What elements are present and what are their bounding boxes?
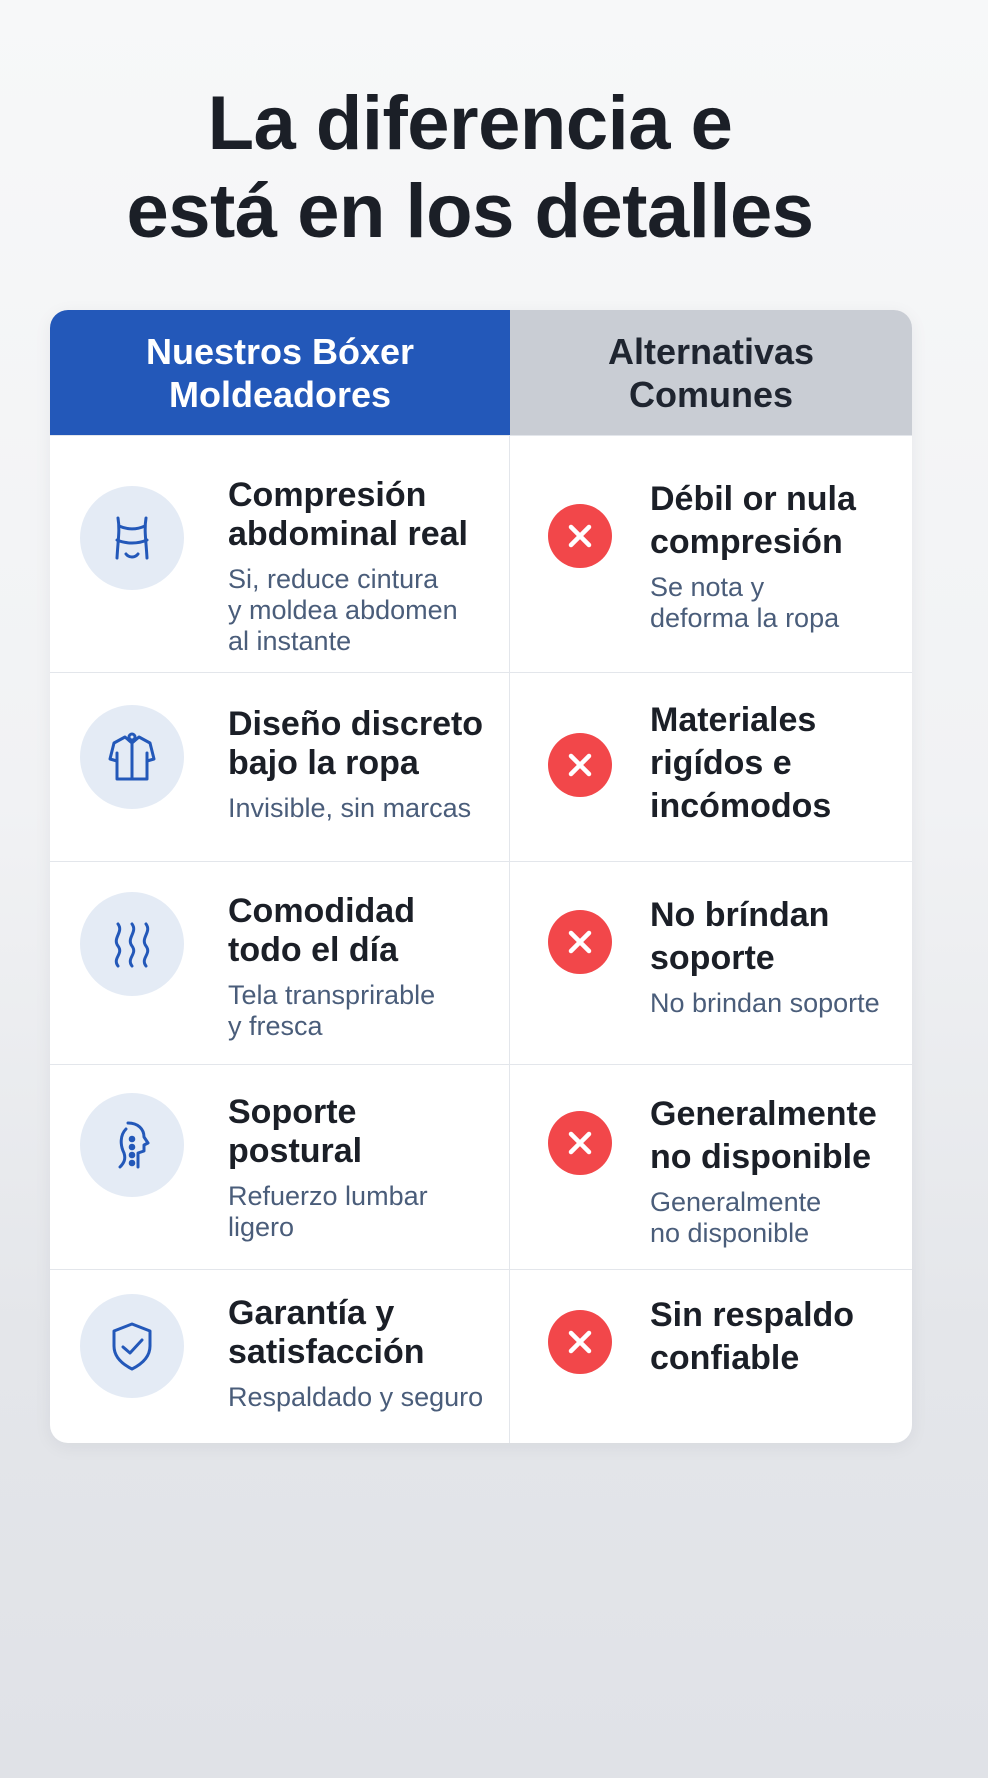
alternative-description: no disponible xyxy=(650,1218,810,1248)
alternative-cell xyxy=(510,436,912,672)
shirt-icon xyxy=(80,705,184,809)
table-row xyxy=(50,861,912,1064)
feature-description: Respaldado y seguro xyxy=(228,1382,484,1412)
breathable-waves-icon xyxy=(80,892,184,996)
feature-title: Compresión xyxy=(228,476,427,514)
alternative-title: Sin respaldo xyxy=(650,1296,855,1334)
x-mark-icon xyxy=(548,1111,612,1175)
posture-spine-icon xyxy=(80,1093,184,1197)
feature-title: bajo la ropa xyxy=(228,744,419,782)
header-alternatives-line-2: Comunes xyxy=(628,373,794,415)
alternative-title: rigídos e xyxy=(650,744,792,782)
alternative-cell xyxy=(510,1270,912,1443)
feature-description: Si, reduce cintura xyxy=(228,564,439,594)
alternative-title: incómodos xyxy=(650,787,832,825)
our-feature-cell xyxy=(50,673,510,861)
feature-title: Comodidad xyxy=(228,892,415,930)
our-feature-cell xyxy=(50,862,510,1064)
header-alternatives-line-1: Alternativas xyxy=(607,330,815,372)
alternative-title: confiable xyxy=(650,1339,800,1377)
table-row xyxy=(50,672,912,861)
feature-description: ligero xyxy=(228,1212,295,1242)
alternative-cell xyxy=(510,862,912,1064)
header-our-product-line-2: Moldeadores xyxy=(168,373,392,415)
header-our-product-line-1: Nuestros Bóxer xyxy=(145,330,415,372)
feature-title: Soporte xyxy=(228,1093,357,1131)
page-title-line-1: La diferencia e xyxy=(207,81,733,166)
x-mark-icon xyxy=(548,733,612,797)
table-row xyxy=(50,1269,912,1443)
alternative-description: No brindan soporte xyxy=(650,988,880,1018)
feature-description: Refuerzo lumbar xyxy=(228,1181,428,1211)
alternative-description: deforma la ropa xyxy=(650,603,840,633)
our-feature-cell xyxy=(50,1270,510,1443)
table-row xyxy=(50,435,912,672)
feature-title: Garantía y xyxy=(228,1294,395,1332)
page-title xyxy=(0,80,940,256)
alternative-title: No bríndan xyxy=(650,896,830,934)
our-feature-cell xyxy=(50,1065,510,1269)
comparison-table xyxy=(50,310,912,1443)
feature-description: Tela transprirable xyxy=(228,980,436,1010)
feature-description: al instante xyxy=(228,626,352,656)
page-title-line-2: está en los detalles xyxy=(126,169,814,254)
feature-title: abdominal real xyxy=(228,515,468,553)
x-mark-icon xyxy=(548,910,612,974)
table-row xyxy=(50,1064,912,1269)
alternative-description: Se nota y xyxy=(650,572,765,602)
alternative-title: soporte xyxy=(650,939,775,977)
x-mark-icon xyxy=(548,1310,612,1374)
header-our-product xyxy=(50,310,510,435)
alternative-title: Generalmente xyxy=(650,1095,877,1133)
feature-title: postural xyxy=(228,1132,363,1170)
feature-title: todo el día xyxy=(228,931,398,969)
our-feature-cell xyxy=(50,436,510,672)
alternative-title: no disponible xyxy=(650,1138,871,1176)
alternative-cell xyxy=(510,673,912,861)
x-mark-icon xyxy=(548,504,612,568)
table-header xyxy=(50,310,912,435)
alternative-title: Materiales xyxy=(650,701,817,739)
feature-title: Diseño discreto xyxy=(228,705,484,743)
right-edge-strip xyxy=(988,0,1000,1778)
feature-description: y fresca xyxy=(228,1011,323,1041)
waist-icon xyxy=(80,486,184,590)
header-alternatives xyxy=(510,310,912,435)
alternative-title: compresión xyxy=(650,523,843,561)
alternative-cell xyxy=(510,1065,912,1269)
feature-description: y moldea abdomen xyxy=(228,595,458,625)
shield-check-icon xyxy=(80,1294,184,1398)
feature-description: Invisible, sin marcas xyxy=(228,793,472,823)
alternative-description: Generalmente xyxy=(650,1187,822,1217)
feature-title: satisfacción xyxy=(228,1333,425,1371)
alternative-title: Débil or nula xyxy=(650,480,856,518)
